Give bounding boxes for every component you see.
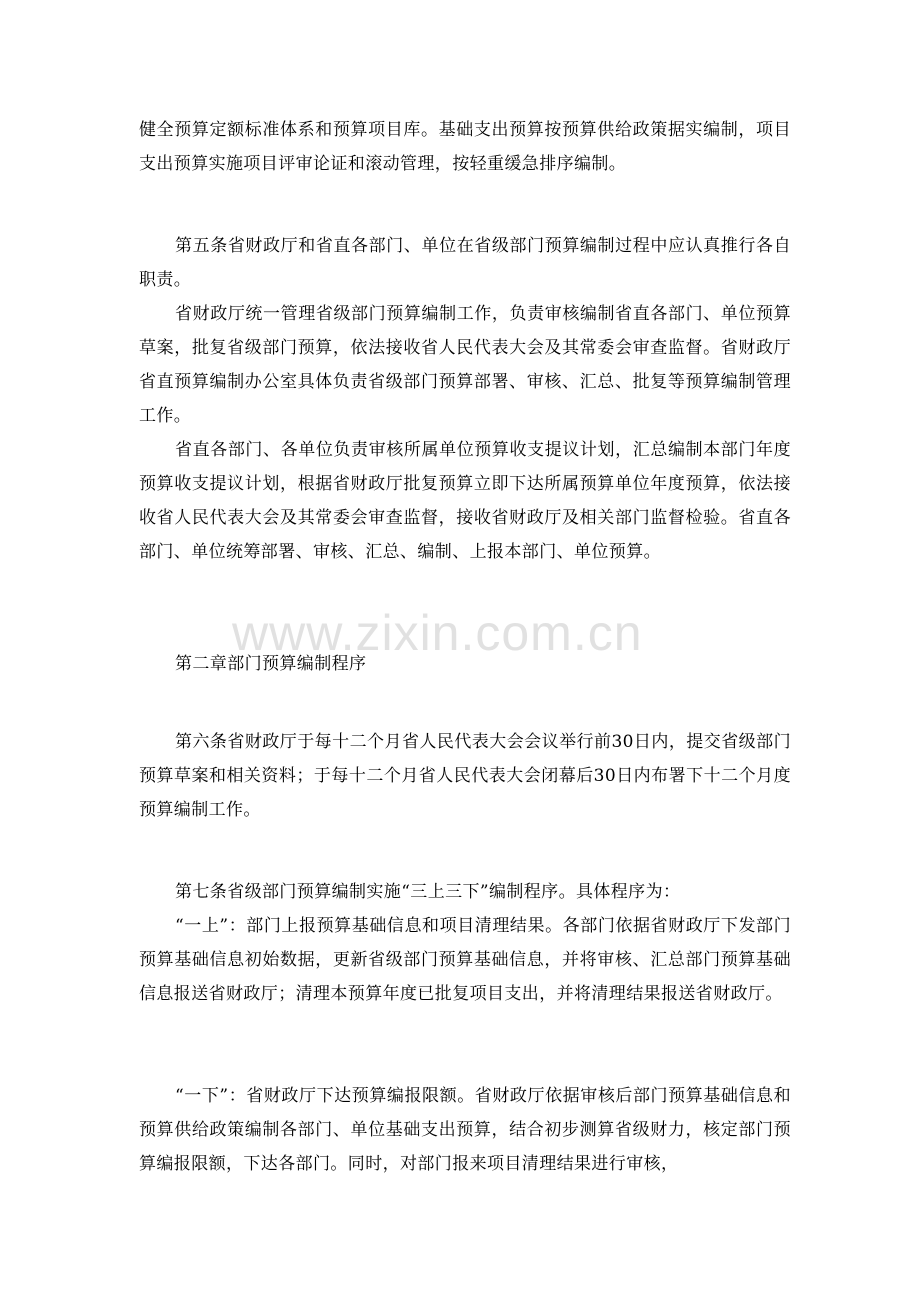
paragraph-first-down: “一下”：省财政厅下达预算编报限额。省财政厅依据审核后部门预算基础信息和预算供给政策编制各部门、单位基础支出预算，结合初步测算省级财力，核定部门预算编报限额，下达各部门。同时，对部门报来项目清理结果进行审核， [139, 1086, 791, 1174]
paragraph-departments-duties: 省直各部门、各单位负责审核所属单位预算收支提议计划，汇总编制本部门年度预算收支提议计划，根据省财政厅批复预算立即下达所属预算单位年度预算，依法接收省人民代表大会及其常委会审查监督，接收省财政厅及相关部门监督检验。省直各部门、单位统筹部署、审核、汇总、编制、上报本部门、单位预算。 [139, 440, 791, 562]
paragraph-first-up: “一上”：部门上报预算基础信息和项目清理结果。各部门依据省财政厅下发部门预算基础信息初始数据，更新省级部门预算基础信息，并将审核、汇总部门预算基础信息报送省财政厅；清理本预算年度已批复项目支出，并将清理结果报送省财政厅。 [139, 916, 791, 1004]
paragraph-article-5: 第五条省财政厅和省直各部门、单位在省级部门预算编制过程中应认真推行各自职责。 [139, 236, 791, 290]
paragraph-budget-standards: 健全预算定额标准体系和预算项目库。基础支出预算按预算供给政策据实编制，项目支出预算实施项目评审论证和滚动管理，按轻重缓急排序编制。 [139, 120, 791, 174]
paragraph-article-6: 第六条省财政厅于每十二个月省人民代表大会会议举行前30日内，提交省级部门预算草案和相关资料；于每十二个月省人民代表大会闭幕后30日内布署下十二个月度预算编制工作。 [139, 732, 791, 820]
chapter-heading: 第二章部门预算编制程序 [175, 654, 367, 674]
paragraph-article-7: 第七条省级部门预算编制实施“三上三下”编制程序。具体程序为： [175, 882, 681, 902]
paragraph-finance-dept-duties: 省财政厅统一管理省级部门预算编制工作，负责审核编制省直各部门、单位预算草案，批复省级部门预算，依法接收省人民代表大会及其常委会审查监督。省财政厅省直预算编制办公室具体负责省级部门预算部署、审核、汇总、批复等预算编制管理工作。 [139, 304, 791, 426]
watermark: www.zixin.com.cn [232, 605, 643, 661]
